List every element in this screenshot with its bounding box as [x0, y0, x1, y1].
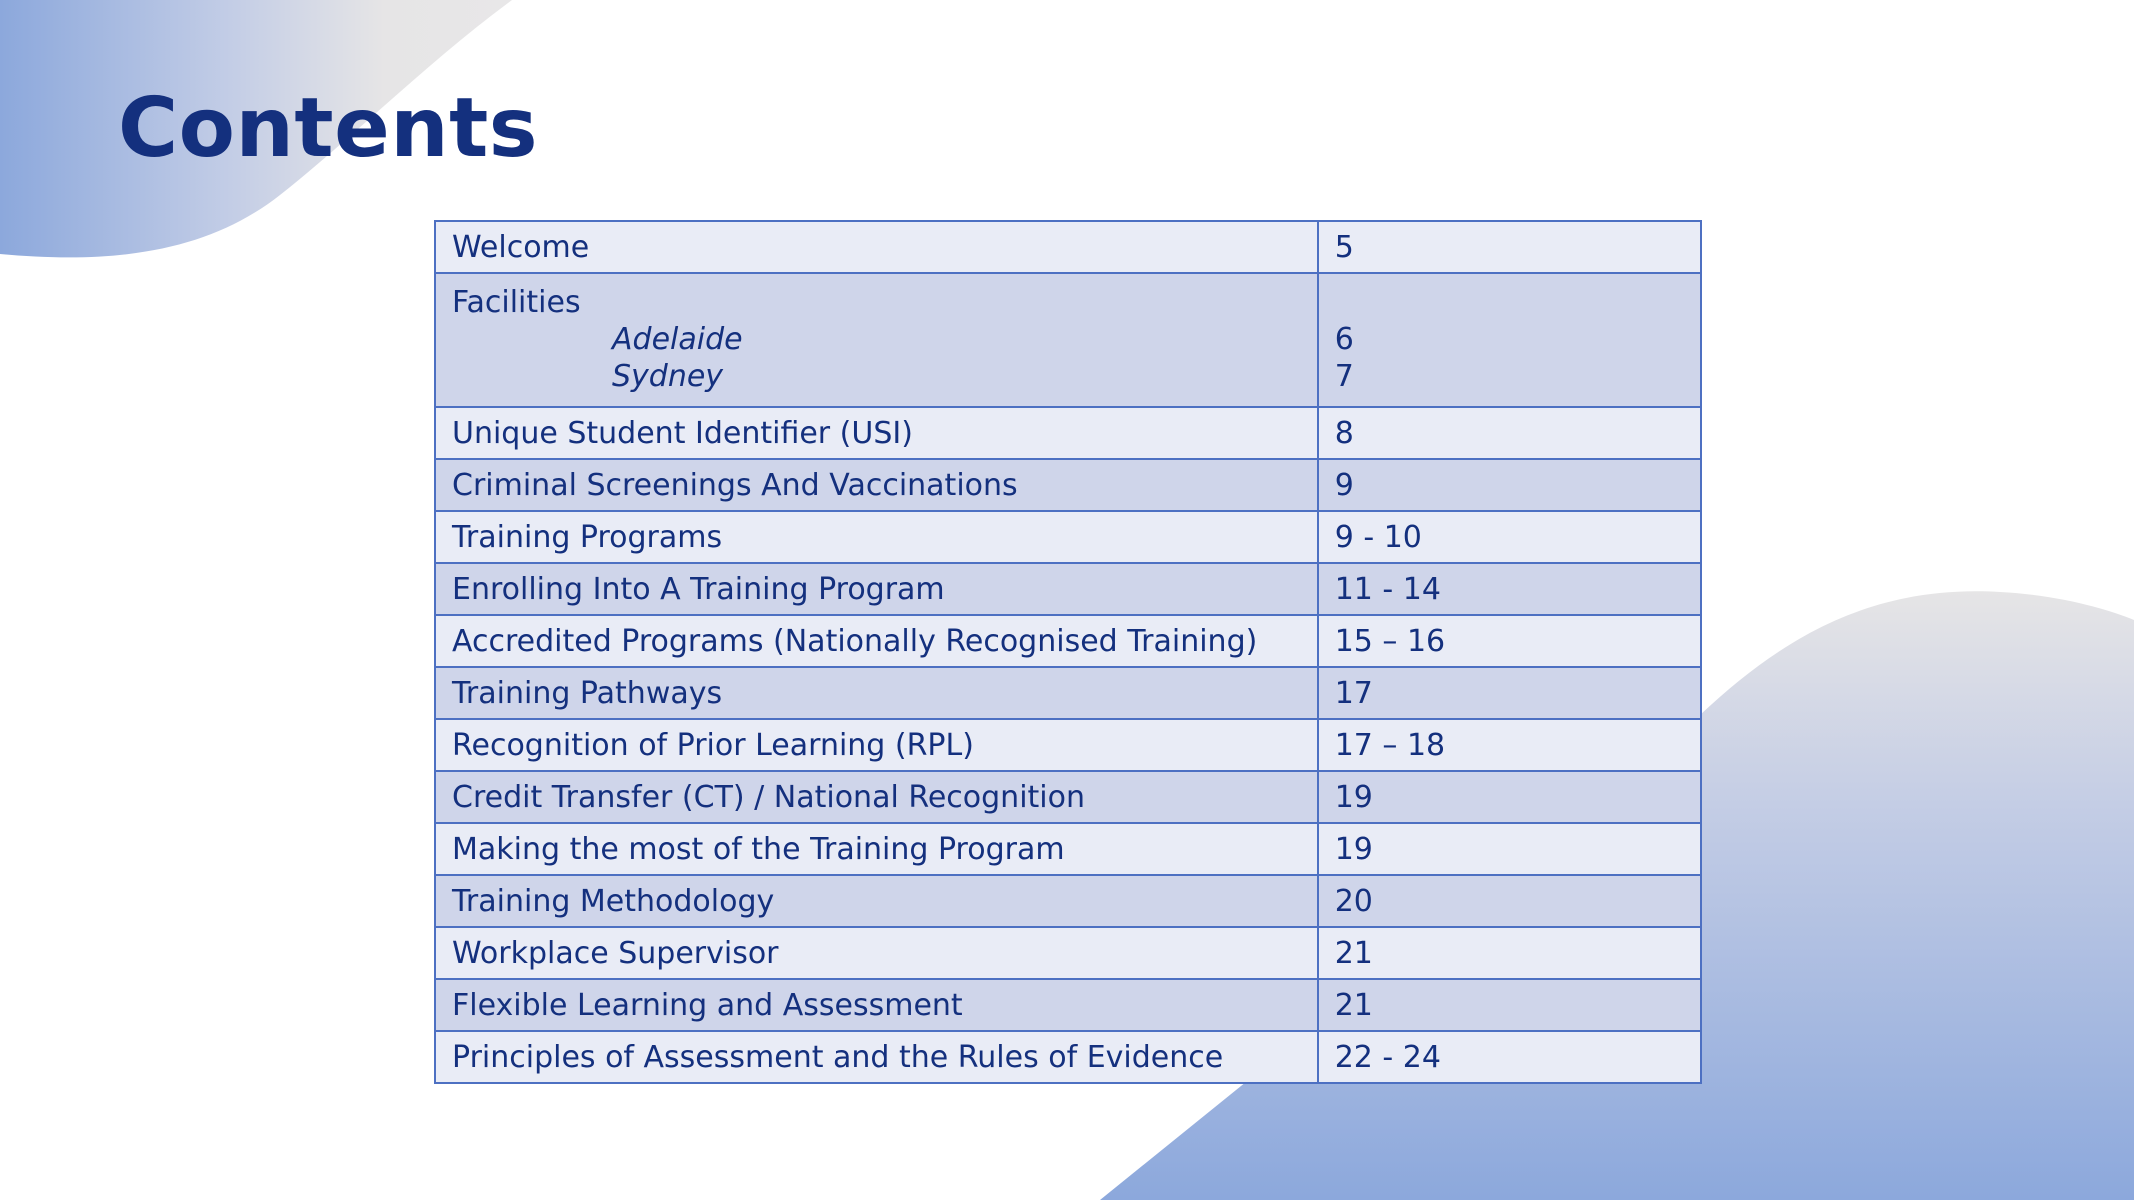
- toc-page: 17: [1318, 667, 1701, 719]
- toc-topic: Accredited Programs (Nationally Recognised Training): [435, 615, 1318, 667]
- toc-topic: Recognition of Prior Learning (RPL): [435, 719, 1318, 771]
- toc-page: 11 - 14: [1318, 563, 1701, 615]
- toc-topic: Training Programs: [435, 511, 1318, 563]
- table-row: [435, 407, 1701, 459]
- toc-page: 17 – 18: [1318, 719, 1701, 771]
- table-row: [435, 823, 1701, 875]
- toc-topic: Training Pathways: [435, 667, 1318, 719]
- toc-topic: Enrolling Into A Training Program: [435, 563, 1318, 615]
- table-row: [435, 511, 1701, 563]
- table-row: [435, 221, 1701, 273]
- toc-page: 9: [1318, 459, 1701, 511]
- toc-page: 19: [1318, 771, 1701, 823]
- toc-page: 21: [1318, 927, 1701, 979]
- toc-topic: Training Methodology: [435, 875, 1318, 927]
- toc-page: 9 - 10: [1318, 511, 1701, 563]
- toc-subpage: 6: [1334, 322, 1354, 357]
- table-row: [435, 667, 1701, 719]
- toc-subtopic: Adelaide: [612, 322, 743, 357]
- toc-topic: Unique Student Identifier (USI): [435, 407, 1318, 459]
- page-title: Contents: [118, 81, 539, 176]
- toc-subtopic: Sydney: [612, 359, 724, 394]
- toc-topic: Workplace Supervisor: [435, 927, 1318, 979]
- toc-topic: Credit Transfer (CT) / National Recognition: [435, 771, 1318, 823]
- table-row: [435, 1031, 1701, 1083]
- toc-page: [1335, 284, 1684, 321]
- toc-topic: Criminal Screenings And Vaccinations: [435, 459, 1318, 511]
- toc-topic: Flexible Learning and Assessment: [435, 979, 1318, 1031]
- toc-page: 15 – 16: [1318, 615, 1701, 667]
- table-row: [435, 563, 1701, 615]
- table-row: [435, 719, 1701, 771]
- table-row: [435, 979, 1701, 1031]
- toc-page-group: [1318, 273, 1701, 407]
- toc-topic: Welcome: [435, 221, 1318, 273]
- toc-page: 19: [1318, 823, 1701, 875]
- table-row: [435, 771, 1701, 823]
- table-row: [435, 615, 1701, 667]
- toc-topic: Principles of Assessment and the Rules of Evidence: [435, 1031, 1318, 1083]
- table-row: [435, 927, 1701, 979]
- toc-topic: Facilities: [452, 285, 581, 320]
- table-row: [435, 875, 1701, 927]
- toc-page: 8: [1318, 407, 1701, 459]
- contents-table: [434, 220, 1702, 1084]
- toc-page: 22 - 24: [1318, 1031, 1701, 1083]
- toc-page: 20: [1318, 875, 1701, 927]
- toc-page: 5: [1318, 221, 1701, 273]
- table-row: [435, 459, 1701, 511]
- toc-page: 21: [1318, 979, 1701, 1031]
- toc-subpage: 7: [1334, 359, 1354, 394]
- table-row: [435, 273, 1701, 407]
- toc-topic: Making the most of the Training Program: [435, 823, 1318, 875]
- toc-topic-group: [435, 273, 1318, 407]
